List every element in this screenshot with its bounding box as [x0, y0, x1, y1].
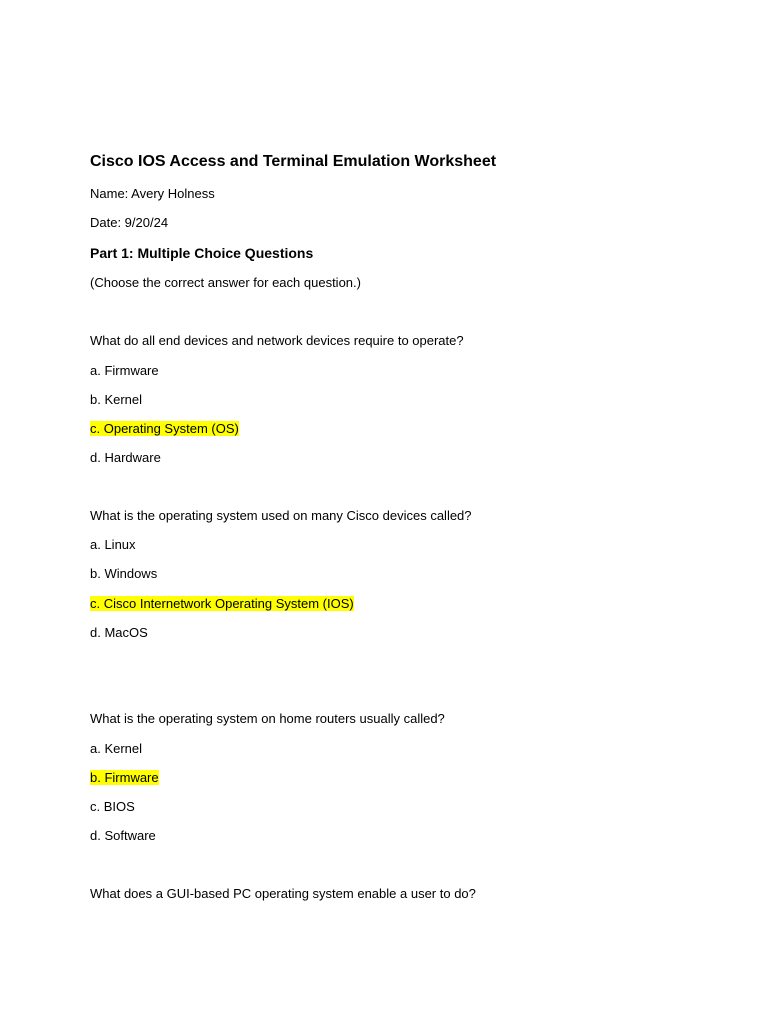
question-1-text: What do all end devices and network devices require to operate?: [90, 333, 464, 348]
part1-instructions: (Choose the correct answer for each question.): [90, 275, 361, 290]
question-3-text: What is the operating system on home routers usually called?: [90, 711, 445, 726]
question-2-option-c-highlighted: [90, 596, 354, 612]
question-1-option-c-highlighted: [90, 421, 239, 437]
part1-heading: Part 1: Multiple Choice Questions: [90, 245, 314, 261]
answer-highlight: c. Cisco Internetwork Operating System (IOS): [90, 596, 354, 611]
name-line: Name: Avery Holness: [90, 186, 215, 201]
question-2-option-a: a. Linux: [90, 537, 136, 552]
question-1-option-d: d. Hardware: [90, 450, 161, 465]
question-4-text: What does a GUI-based PC operating system enable a user to do?: [90, 886, 476, 901]
answer-highlight: c. Operating System (OS): [90, 421, 239, 436]
question-3-option-c: c. BIOS: [90, 799, 135, 814]
question-2-option-d: d. MacOS: [90, 625, 148, 640]
date-line: Date: 9/20/24: [90, 215, 169, 230]
question-2-text: What is the operating system used on many Cisco devices called?: [90, 508, 472, 523]
question-1-option-b: b. Kernel: [90, 392, 143, 407]
question-3-option-a: a. Kernel: [90, 741, 143, 756]
document-title: Cisco IOS Access and Terminal Emulation Worksheet: [90, 153, 497, 170]
question-1-option-a: a. Firmware: [90, 363, 159, 378]
answer-highlight: b. Firmware: [90, 770, 159, 785]
question-2-option-b: b. Windows: [90, 566, 158, 581]
question-3-option-b-highlighted: [90, 770, 159, 786]
question-3-option-d: d. Software: [90, 828, 156, 843]
